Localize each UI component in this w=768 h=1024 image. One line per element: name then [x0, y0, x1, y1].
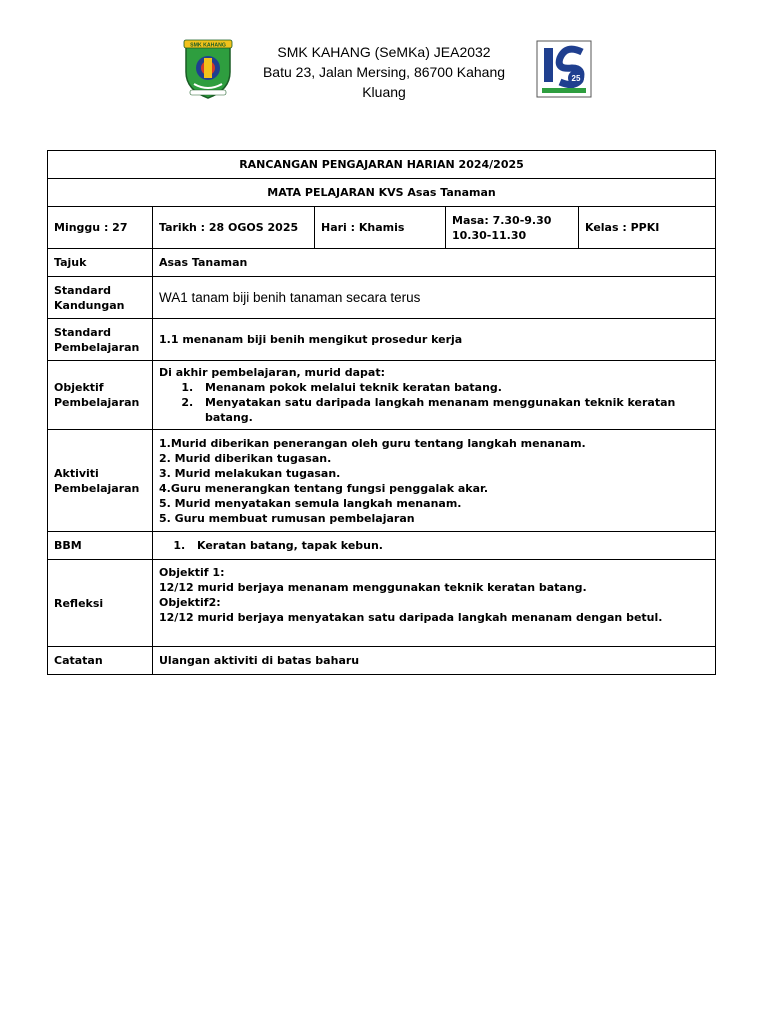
- reflection-line: 12/12 murid berjaya menyatakan satu daripada langkah menanam dengan betul.: [159, 611, 663, 624]
- school-address: Batu 23, Jalan Mersing, 86700 Kahang: [262, 64, 506, 80]
- activity-line: 5. Murid menyatakan semula langkah menanam.: [159, 496, 462, 510]
- crest-label: SMK KAHANG: [190, 42, 226, 49]
- document-title: RANCANGAN PENGAJARAN HARIAN 2024/2025: [48, 151, 716, 179]
- activity-label: Aktiviti Pembelajaran: [48, 430, 153, 532]
- materials-content: [153, 532, 716, 560]
- content-standard-row: [48, 277, 716, 319]
- notes-value: Ulangan aktiviti di batas baharu: [153, 647, 716, 675]
- topic-row: [48, 249, 716, 277]
- time-cell: [446, 207, 579, 249]
- materials-item: 1. Keratan batang, tapak kebun.: [189, 538, 709, 553]
- activity-line: 3. Murid melakukan tugasan.: [159, 466, 341, 480]
- school-crest-logo: [180, 38, 236, 100]
- activity-line: 1.Murid diberikan penerangan oleh guru tentang langkah menanam.: [159, 436, 586, 450]
- content-standard-value: WA1 tanam biji benih tanaman secara terus: [153, 277, 716, 319]
- objective-item: 1. Menanam pokok melalui teknik keratan batang.: [197, 380, 709, 395]
- ipc-25-logo: [536, 40, 592, 98]
- school-name: SMK KAHANG (SeMKa) JEA2032: [277, 44, 491, 60]
- materials-row: [48, 532, 716, 560]
- reflection-label: Refleksi: [48, 560, 153, 647]
- date-cell: Tarikh : 28 OGOS 2025: [153, 207, 315, 249]
- objective-row: [48, 361, 716, 430]
- subject-title: MATA PELAJARAN KVS Asas Tanaman: [48, 179, 716, 207]
- activity-content: [153, 430, 716, 532]
- notes-label: Catatan: [48, 647, 153, 675]
- reflection-content: [153, 560, 716, 647]
- reflection-line: 12/12 murid berjaya menanam menggunakan teknik keratan batang.: [159, 581, 587, 594]
- week-cell: Minggu : 27: [48, 207, 153, 249]
- learning-standard-label: Standard Pembelajaran: [48, 319, 153, 361]
- objective-list: [159, 380, 709, 425]
- school-info: [250, 42, 518, 102]
- letterhead: [0, 36, 768, 106]
- reflection-line: Objektif2:: [159, 596, 221, 609]
- materials-list: [159, 538, 709, 553]
- activity-row: [48, 430, 716, 532]
- reflection-row: [48, 560, 716, 647]
- class-cell: Kelas : PPKI: [579, 207, 716, 249]
- logo-number: 25: [571, 74, 581, 83]
- reflection-line: Objektif 1:: [159, 566, 225, 579]
- learning-standard-value: 1.1 menanam biji benih mengikut prosedur kerja: [153, 319, 716, 361]
- objective-intro: Di akhir pembelajaran, murid dapat:: [159, 366, 385, 379]
- title-row: [48, 151, 716, 179]
- activity-line: 5. Guru membuat rumusan pembelajaran: [159, 511, 415, 525]
- objective-label: Objektif Pembelajaran: [48, 361, 153, 430]
- info-row: [48, 207, 716, 249]
- objective-content: [153, 361, 716, 430]
- day-cell: Hari : Khamis: [315, 207, 446, 249]
- notes-row: [48, 647, 716, 675]
- learning-standard-row: [48, 319, 716, 361]
- subject-row: [48, 179, 716, 207]
- time-line-1: Masa: 7.30-9.30: [452, 213, 552, 227]
- school-town: Kluang: [362, 84, 406, 100]
- lesson-plan-table: [47, 150, 716, 675]
- content-standard-label: Standard Kandungan: [48, 277, 153, 319]
- topic-value: Asas Tanaman: [153, 249, 716, 277]
- objective-item: 2. Menyatakan satu daripada langkah menanam menggunakan teknik keratan batang.: [197, 395, 709, 425]
- topic-label: Tajuk: [48, 249, 153, 277]
- materials-label: BBM: [48, 532, 153, 560]
- activity-line: 4.Guru menerangkan tentang fungsi penggalak akar.: [159, 481, 489, 495]
- activity-line: 2. Murid diberikan tugasan.: [159, 451, 332, 465]
- time-line-2: 10.30-11.30: [452, 228, 527, 242]
